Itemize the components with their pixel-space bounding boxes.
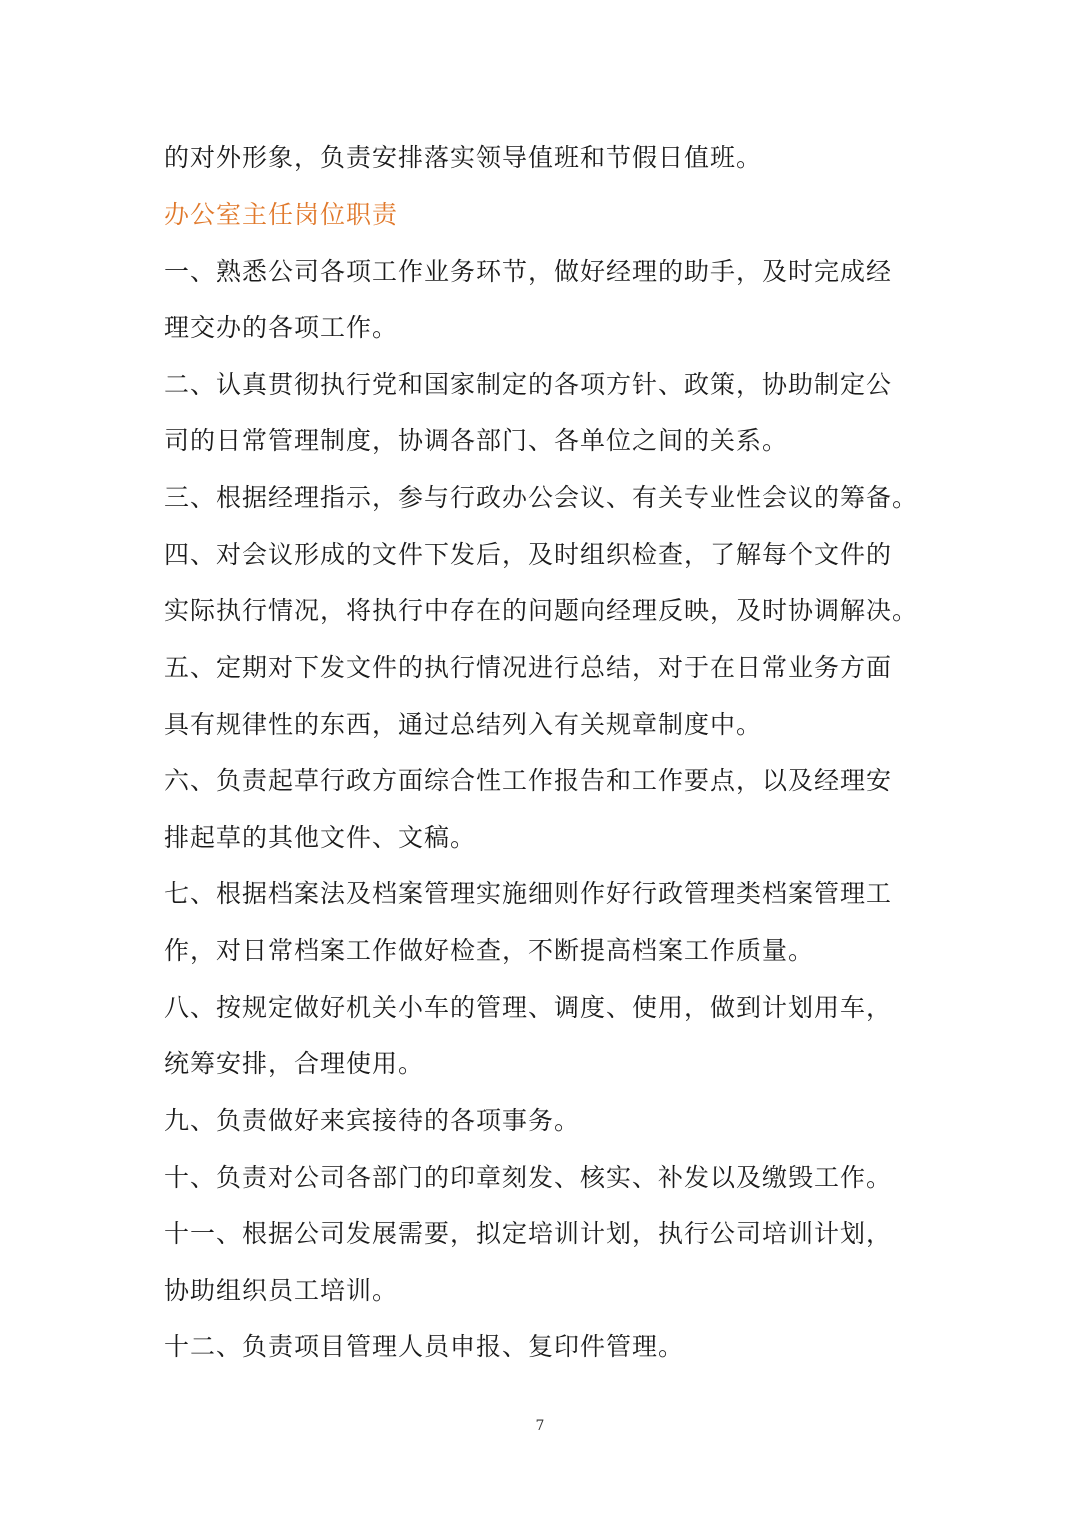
body-text-line: 十一、根据公司发展需要，拟定培训计划，执行公司培训计划，	[164, 1219, 893, 1248]
body-text-line: 具有规律性的东西，通过总结列入有关规章制度中。	[164, 710, 763, 739]
body-text-line: 九、负责做好来宾接待的各项事务。	[164, 1106, 581, 1135]
body-text-line: 六、负责起草行政方面综合性工作报告和工作要点，以及经理安	[164, 766, 893, 795]
body-text-line: 统筹安排，合理使用。	[164, 1049, 425, 1078]
body-text-line: 五、定期对下发文件的执行情况进行总结，对于在日常业务方面	[164, 653, 893, 682]
body-text-line: 司的日常管理制度，协调各部门、各单位之间的关系。	[164, 426, 789, 455]
body-text-line: 十、负责对公司各部门的印章刻发、核实、补发以及缴毁工作。	[164, 1163, 893, 1192]
body-text-line: 一、熟悉公司各项工作业务环节，做好经理的助手，及时完成经	[164, 257, 893, 286]
body-text-line: 四、对会议形成的文件下发后，及时组织检查，了解每个文件的	[164, 540, 893, 569]
section-heading: 办公室主任岗位职责	[164, 200, 399, 229]
body-text-line: 排起草的其他文件、文稿。	[164, 823, 477, 852]
body-text-line: 二、认真贯彻执行党和国家制定的各项方针、政策，协助制定公	[164, 370, 893, 399]
body-text-line: 协助组织员工培训。	[164, 1276, 399, 1305]
body-text-line: 理交办的各项工作。	[164, 313, 399, 342]
body-text-line: 十二、负责项目管理人员申报、复印件管理。	[164, 1332, 685, 1361]
body-text-line: 的对外形象，负责安排落实领导值班和节假日值班。	[164, 143, 763, 172]
page-number: 7	[535, 1418, 545, 1434]
body-text-line: 实际执行情况，将执行中存在的问题向经理反映，及时协调解决。	[164, 596, 919, 625]
body-text-line: 八、按规定做好机关小车的管理、调度、使用，做到计划用车，	[164, 993, 893, 1022]
body-text-line: 作，对日常档案工作做好检查，不断提高档案工作质量。	[164, 936, 815, 965]
body-text-line: 三、根据经理指示，参与行政办公会议、有关专业性会议的筹备。	[164, 483, 919, 512]
body-text-line: 七、根据档案法及档案管理实施细则作好行政管理类档案管理工	[164, 879, 893, 908]
